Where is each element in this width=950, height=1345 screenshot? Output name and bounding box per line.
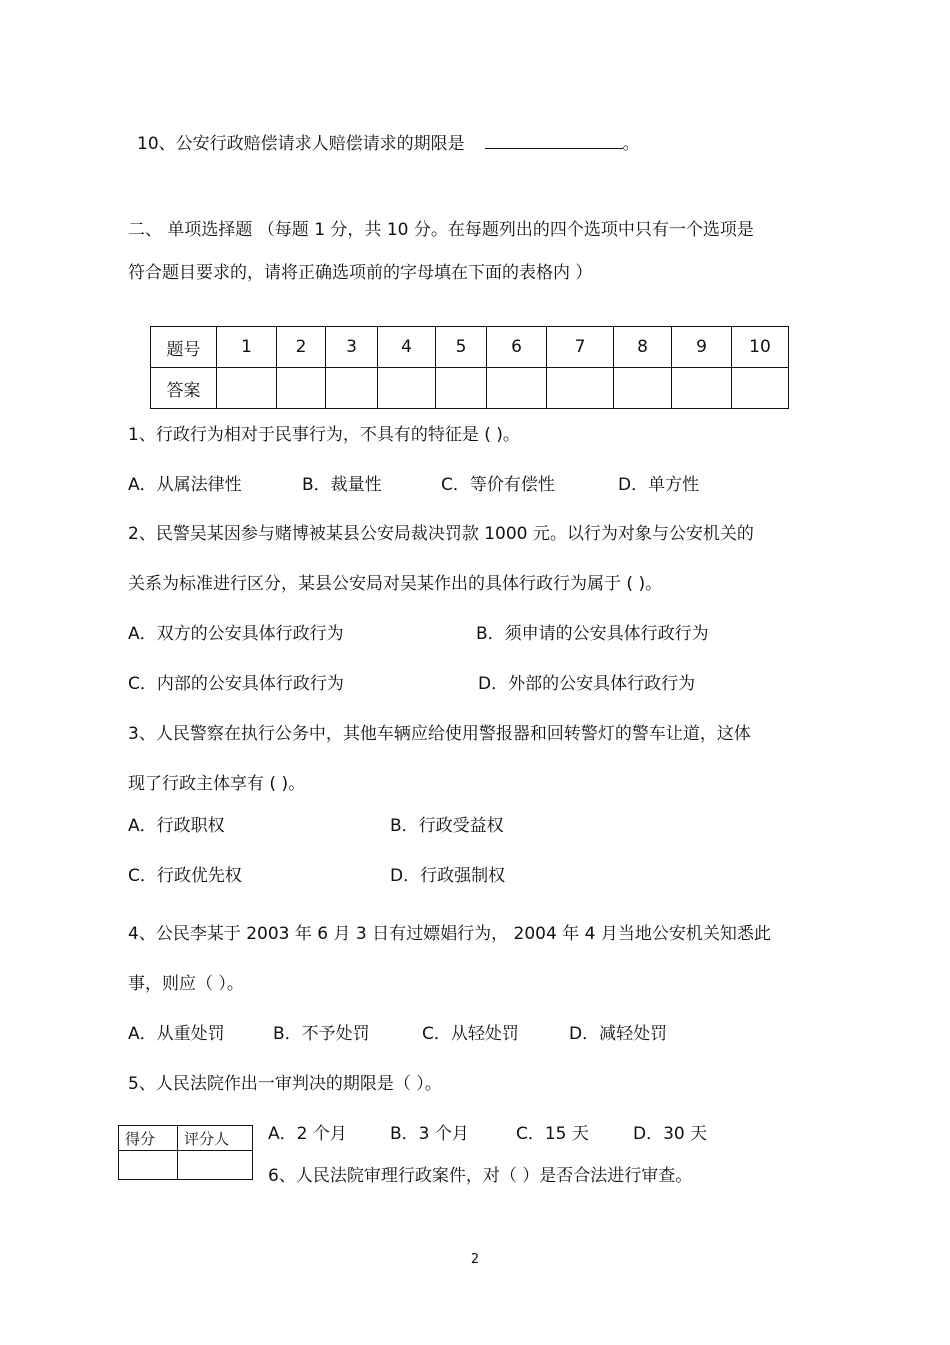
question-1-option-d: D．单方性 bbox=[618, 475, 700, 495]
question-1-option-b: B．裁量性 bbox=[302, 475, 382, 495]
question-number-cell: 1 bbox=[217, 327, 277, 368]
question-2-option-d: D．外部的公安具体行政行为 bbox=[478, 674, 696, 694]
question-number-cell: 8 bbox=[614, 327, 672, 368]
section-heading-line-1: 二、 单项选择题 （每题 1 分，共 10 分。在每题列出的四个选项中只有一个选项是 bbox=[128, 220, 754, 240]
question-5-option-a: A．2 个月 bbox=[268, 1124, 347, 1144]
question-3-option-b: B．行政受益权 bbox=[390, 816, 504, 836]
answer-cell[interactable] bbox=[672, 368, 732, 409]
answer-cell[interactable] bbox=[217, 368, 277, 409]
question-number-cell: 10 bbox=[732, 327, 789, 368]
question-10 bbox=[137, 132, 640, 155]
page-number: 2 bbox=[470, 1252, 480, 1267]
question-1-option-a: A．从属法律性 bbox=[128, 475, 242, 495]
question-10-end: 。 bbox=[622, 134, 640, 154]
question-4-stem-line-1: 4、公民李某于 2003 年 6 月 3 日有过嫖娼行为， 2004 年 4 月当地公安机关知悉此 bbox=[128, 924, 771, 944]
question-number-label: 题号 bbox=[151, 327, 217, 368]
question-5-option-c: C．15 天 bbox=[516, 1124, 589, 1144]
question-4-stem-line-2: 事，则应（ ）。 bbox=[128, 974, 244, 994]
question-4-option-a: A．从重处罚 bbox=[128, 1024, 225, 1044]
answer-cell[interactable] bbox=[378, 368, 436, 409]
question-number-cell: 9 bbox=[672, 327, 732, 368]
answer-cell[interactable] bbox=[732, 368, 789, 409]
question-number-cell: 2 bbox=[277, 327, 326, 368]
question-4-option-c: C．从轻处罚 bbox=[422, 1024, 519, 1044]
question-2-option-a: A．双方的公安具体行政行为 bbox=[128, 624, 344, 644]
answer-cell[interactable] bbox=[436, 368, 487, 409]
answer-cell[interactable] bbox=[277, 368, 326, 409]
question-1-option-c: C．等价有偿性 bbox=[441, 475, 555, 495]
answer-label: 答案 bbox=[151, 368, 217, 409]
question-2-stem-line-2: 关系为标准进行区分，某县公安局对吴某作出的具体行政行为属于 ( )。 bbox=[128, 574, 663, 594]
question-5-option-d: D．30 天 bbox=[633, 1124, 708, 1144]
question-number-cell: 6 bbox=[487, 327, 547, 368]
answer-table bbox=[150, 326, 789, 409]
question-number-cell: 5 bbox=[436, 327, 487, 368]
question-5-option-b: B．3 个月 bbox=[390, 1124, 469, 1144]
question-2-option-c: C．内部的公安具体行政行为 bbox=[128, 674, 344, 694]
question-3-stem-line-2: 现了行政主体享有 ( )。 bbox=[128, 774, 306, 794]
answer-cell[interactable] bbox=[547, 368, 614, 409]
question-4-option-b: B．不予处罚 bbox=[273, 1024, 370, 1044]
question-number-cell: 7 bbox=[547, 327, 614, 368]
question-3-stem-line-1: 3、人民警察在执行公务中，其他车辆应给使用警报器和回转警灯的警车让道，这体 bbox=[128, 724, 751, 744]
question-2-option-b: B．须申请的公安具体行政行为 bbox=[476, 624, 709, 644]
question-4-option-d: D．减轻处罚 bbox=[569, 1024, 668, 1044]
question-3-option-a: A．行政职权 bbox=[128, 816, 225, 836]
question-6-stem: 6、人民法院审理行政案件，对（ ）是否合法进行审查。 bbox=[268, 1166, 693, 1186]
question-number-cell: 3 bbox=[326, 327, 378, 368]
question-5-stem: 5、人民法院作出一审判决的期限是（ ）。 bbox=[128, 1074, 442, 1094]
answer-cell[interactable] bbox=[326, 368, 378, 409]
score-label: 得分 bbox=[119, 1126, 178, 1151]
question-3-option-c: C．行政优先权 bbox=[128, 866, 242, 886]
question-number-cell: 4 bbox=[378, 327, 436, 368]
question-2-stem-line-1: 2、民警吴某因参与赌博被某县公安局裁决罚款 1000 元。以行为对象与公安机关的 bbox=[128, 524, 754, 544]
answer-blank bbox=[485, 132, 623, 149]
answer-cell[interactable] bbox=[614, 368, 672, 409]
answer-table-answer-row bbox=[151, 368, 789, 409]
question-1-stem: 1、行政行为相对于民事行为，不具有的特征是 ( )。 bbox=[128, 425, 520, 445]
question-3-option-d: D．行政强制权 bbox=[390, 866, 506, 886]
score-box bbox=[118, 1125, 253, 1180]
answer-table-header-row bbox=[151, 327, 789, 368]
grader-label: 评分人 bbox=[178, 1126, 253, 1151]
section-heading-line-2: 符合题目要求的，请将正确选项前的字母填在下面的表格内 ） bbox=[128, 263, 593, 283]
score-cell[interactable] bbox=[119, 1151, 178, 1180]
question-10-text: 10、公安行政赔偿请求人赔偿请求的期限是 bbox=[137, 134, 465, 154]
answer-cell[interactable] bbox=[487, 368, 547, 409]
grader-cell[interactable] bbox=[178, 1151, 253, 1180]
